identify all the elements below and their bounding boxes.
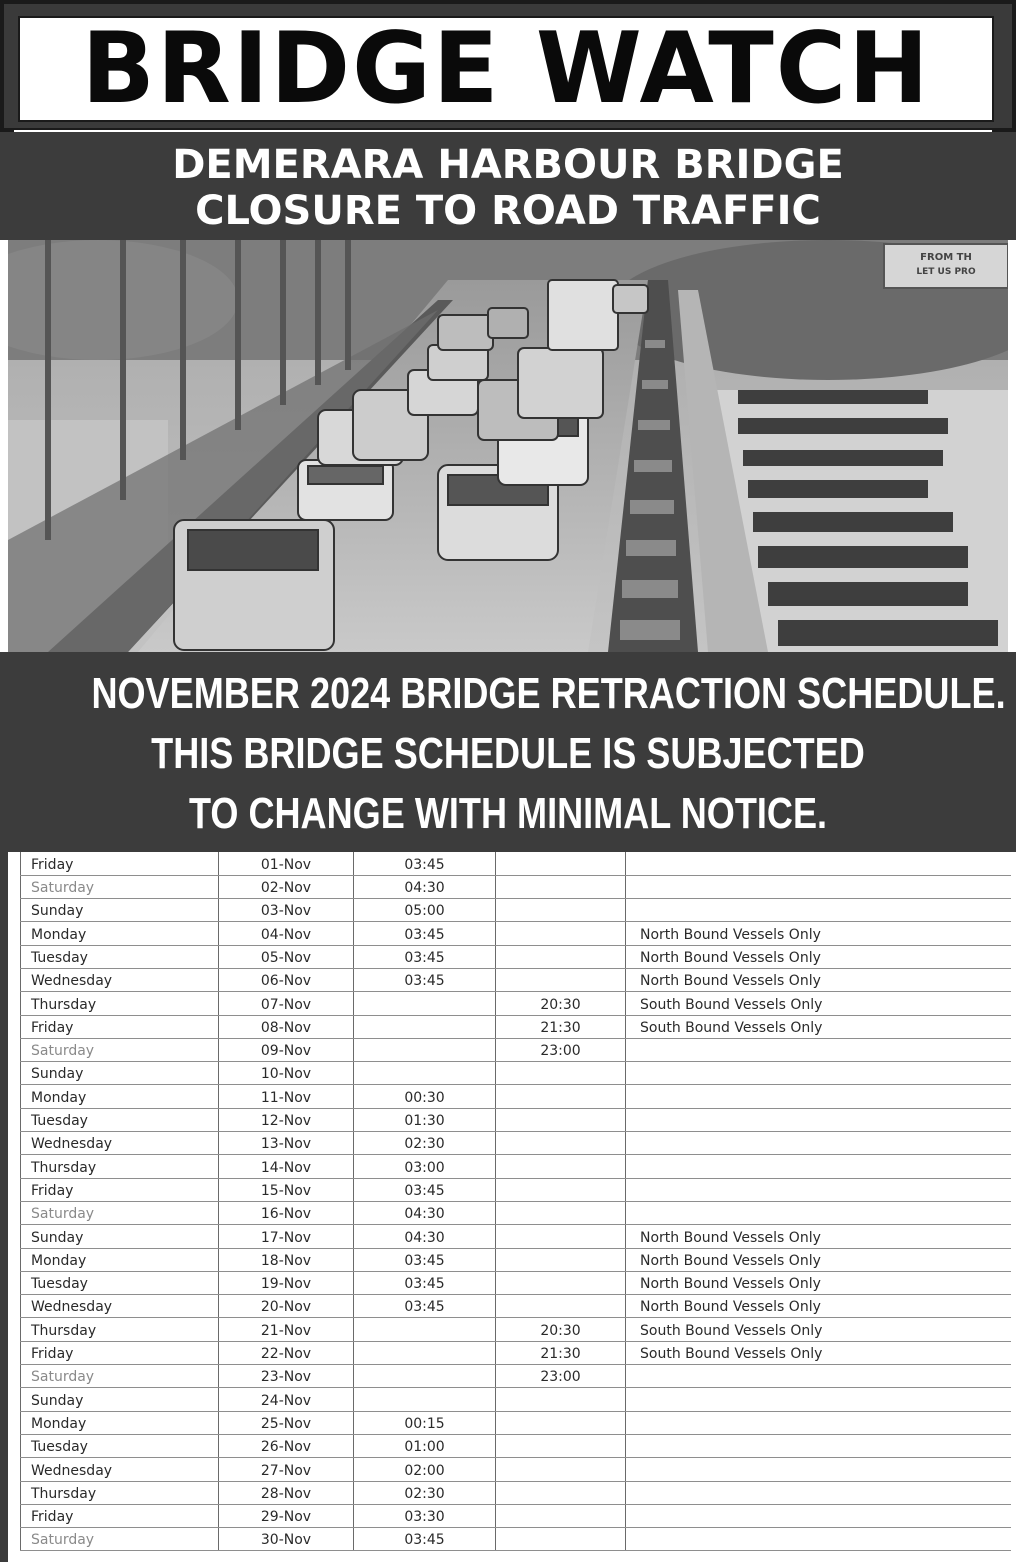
note-cell: North Bound Vessels Only: [626, 945, 1011, 968]
am-time-cell: [354, 1388, 496, 1411]
table-row: [21, 1271, 1011, 1294]
pm-time-cell: [496, 1458, 626, 1481]
pm-time-cell: 23:00: [496, 1038, 626, 1061]
note-cell: [626, 1528, 1011, 1551]
date-cell: 29-Nov: [219, 1504, 354, 1527]
pm-time-cell: [496, 1248, 626, 1271]
am-time-cell: 01:30: [354, 1108, 496, 1131]
date-cell: 22-Nov: [219, 1341, 354, 1364]
schedule-table-wrap: [0, 852, 1016, 1562]
table-row: [21, 1434, 1011, 1457]
note-cell: [626, 1481, 1011, 1504]
note-cell: North Bound Vessels Only: [626, 922, 1011, 945]
am-time-cell: [354, 992, 496, 1015]
day-cell: Tuesday: [21, 1108, 219, 1131]
day-cell: Tuesday: [21, 945, 219, 968]
am-time-cell: 03:45: [354, 968, 496, 991]
am-time-cell: 03:45: [354, 852, 496, 875]
am-time-cell: [354, 1341, 496, 1364]
day-cell: Tuesday: [21, 1434, 219, 1457]
note-cell: [626, 875, 1011, 898]
am-time-cell: 01:00: [354, 1434, 496, 1457]
note-cell: North Bound Vessels Only: [626, 1295, 1011, 1318]
pm-time-cell: [496, 968, 626, 991]
date-cell: 17-Nov: [219, 1225, 354, 1248]
subtitle-line-1: DEMERARA HARBOUR BRIDGE: [172, 142, 844, 188]
am-time-cell: 03:45: [354, 1528, 496, 1551]
table-row: [21, 1295, 1011, 1318]
table-row: [21, 899, 1011, 922]
note-cell: [626, 1038, 1011, 1061]
date-cell: 21-Nov: [219, 1318, 354, 1341]
am-time-cell: 03:45: [354, 1295, 496, 1318]
day-cell: Friday: [21, 1178, 219, 1201]
day-cell: Thursday: [21, 992, 219, 1015]
note-cell: North Bound Vessels Only: [626, 1271, 1011, 1294]
table-row: [21, 922, 1011, 945]
table-row: [21, 945, 1011, 968]
date-cell: 07-Nov: [219, 992, 354, 1015]
page-title: BRIDGE WATCH: [81, 12, 931, 126]
schedule-table-body: [21, 852, 1011, 1551]
am-time-cell: [354, 1318, 496, 1341]
subtitle-banner: [0, 132, 1016, 240]
date-cell: 01-Nov: [219, 852, 354, 875]
date-cell: 10-Nov: [219, 1062, 354, 1085]
table-row: [21, 1481, 1011, 1504]
pm-time-cell: [496, 945, 626, 968]
pm-time-cell: 21:30: [496, 1015, 626, 1038]
table-row: [21, 968, 1011, 991]
day-cell: Saturday: [21, 1365, 219, 1388]
table-row: [21, 1132, 1011, 1155]
day-cell: Wednesday: [21, 1458, 219, 1481]
notice-banner: [0, 652, 1016, 852]
sign-text-2: LET US PRO: [916, 267, 976, 277]
pm-time-cell: [496, 875, 626, 898]
table-row: [21, 1248, 1011, 1271]
day-cell: Tuesday: [21, 1271, 219, 1294]
date-cell: 09-Nov: [219, 1038, 354, 1061]
am-time-cell: 02:00: [354, 1458, 496, 1481]
note-cell: South Bound Vessels Only: [626, 1318, 1011, 1341]
am-time-cell: 05:00: [354, 899, 496, 922]
note-cell: [626, 852, 1011, 875]
note-cell: [626, 1108, 1011, 1131]
table-row: [21, 1155, 1011, 1178]
date-cell: 27-Nov: [219, 1458, 354, 1481]
pm-time-cell: [496, 922, 626, 945]
am-time-cell: [354, 1015, 496, 1038]
date-cell: 12-Nov: [219, 1108, 354, 1131]
pm-time-cell: [496, 1481, 626, 1504]
note-cell: [626, 1434, 1011, 1457]
day-cell: Friday: [21, 1015, 219, 1038]
am-time-cell: 00:15: [354, 1411, 496, 1434]
note-cell: [626, 1411, 1011, 1434]
date-cell: 03-Nov: [219, 899, 354, 922]
pm-time-cell: [496, 1132, 626, 1155]
date-cell: 11-Nov: [219, 1085, 354, 1108]
pm-time-cell: 20:30: [496, 1318, 626, 1341]
table-row: [21, 1062, 1011, 1085]
am-time-cell: 04:30: [354, 1201, 496, 1224]
day-cell: Wednesday: [21, 1132, 219, 1155]
table-row: [21, 875, 1011, 898]
subtitle-line-2: CLOSURE TO ROAD TRAFFIC: [195, 188, 821, 234]
day-cell: Monday: [21, 1248, 219, 1271]
note-cell: [626, 1062, 1011, 1085]
table-row: [21, 1318, 1011, 1341]
note-cell: [626, 1085, 1011, 1108]
am-time-cell: [354, 1062, 496, 1085]
date-cell: 25-Nov: [219, 1411, 354, 1434]
pm-time-cell: [496, 1528, 626, 1551]
day-cell: Monday: [21, 922, 219, 945]
pm-time-cell: [496, 1504, 626, 1527]
pm-time-cell: [496, 1225, 626, 1248]
day-cell: Friday: [21, 852, 219, 875]
pm-time-cell: [496, 1108, 626, 1131]
day-cell: Sunday: [21, 1225, 219, 1248]
date-cell: 16-Nov: [219, 1201, 354, 1224]
pm-time-cell: 20:30: [496, 992, 626, 1015]
table-row: [21, 1038, 1011, 1061]
am-time-cell: 03:45: [354, 1248, 496, 1271]
am-time-cell: 03:00: [354, 1155, 496, 1178]
day-cell: Friday: [21, 1341, 219, 1364]
bridge-traffic-illustration: [8, 240, 1008, 652]
pm-time-cell: [496, 1434, 626, 1457]
am-time-cell: 03:45: [354, 1271, 496, 1294]
table-row: [21, 1178, 1011, 1201]
notice-line-2: THIS BRIDGE SCHEDULE IS SUBJECTED: [151, 729, 865, 778]
date-cell: 24-Nov: [219, 1388, 354, 1411]
am-time-cell: 00:30: [354, 1085, 496, 1108]
day-cell: Sunday: [21, 1388, 219, 1411]
day-cell: Wednesday: [21, 1295, 219, 1318]
day-cell: Thursday: [21, 1481, 219, 1504]
am-time-cell: 04:30: [354, 1225, 496, 1248]
pm-time-cell: [496, 1155, 626, 1178]
notice-line-3: TO CHANGE WITH MINIMAL NOTICE.: [188, 789, 828, 838]
note-cell: [626, 1388, 1011, 1411]
note-cell: North Bound Vessels Only: [626, 1225, 1011, 1248]
note-cell: [626, 899, 1011, 922]
sign-text-1: FROM TH: [920, 252, 972, 263]
pm-time-cell: [496, 899, 626, 922]
pm-time-cell: [496, 1062, 626, 1085]
day-cell: Sunday: [21, 1062, 219, 1085]
date-cell: 04-Nov: [219, 922, 354, 945]
day-cell: Monday: [21, 1411, 219, 1434]
am-time-cell: [354, 1365, 496, 1388]
table-row: [21, 1388, 1011, 1411]
note-cell: [626, 1178, 1011, 1201]
day-cell: Sunday: [21, 899, 219, 922]
table-row: [21, 852, 1011, 875]
pm-time-cell: 21:30: [496, 1341, 626, 1364]
table-row: [21, 1365, 1011, 1388]
date-cell: 26-Nov: [219, 1434, 354, 1457]
note-cell: [626, 1132, 1011, 1155]
masthead-title-box: [18, 12, 994, 126]
note-cell: [626, 1504, 1011, 1527]
table-row: [21, 1341, 1011, 1364]
date-cell: 06-Nov: [219, 968, 354, 991]
am-time-cell: 04:30: [354, 875, 496, 898]
date-cell: 19-Nov: [219, 1271, 354, 1294]
am-time-cell: 03:30: [354, 1504, 496, 1527]
notice-line-1: NOVEMBER 2024 BRIDGE RETRACTION SCHEDULE.: [91, 669, 1006, 718]
am-time-cell: 03:45: [354, 1178, 496, 1201]
table-row: [21, 1015, 1011, 1038]
note-cell: [626, 1201, 1011, 1224]
date-cell: 30-Nov: [219, 1528, 354, 1551]
day-cell: Wednesday: [21, 968, 219, 991]
note-cell: South Bound Vessels Only: [626, 1015, 1011, 1038]
am-time-cell: 02:30: [354, 1132, 496, 1155]
note-cell: South Bound Vessels Only: [626, 992, 1011, 1015]
day-cell: Friday: [21, 1504, 219, 1527]
table-row: [21, 1225, 1011, 1248]
note-cell: [626, 1365, 1011, 1388]
pm-time-cell: [496, 1388, 626, 1411]
am-time-cell: 02:30: [354, 1481, 496, 1504]
date-cell: 08-Nov: [219, 1015, 354, 1038]
date-cell: 13-Nov: [219, 1132, 354, 1155]
note-cell: [626, 1155, 1011, 1178]
table-row: [21, 1201, 1011, 1224]
date-cell: 15-Nov: [219, 1178, 354, 1201]
am-time-cell: [354, 1038, 496, 1061]
note-cell: North Bound Vessels Only: [626, 1248, 1011, 1271]
pm-time-cell: [496, 1411, 626, 1434]
masthead: [0, 0, 1016, 132]
pm-time-cell: [496, 1178, 626, 1201]
table-row: [21, 1108, 1011, 1131]
pm-time-cell: [496, 1085, 626, 1108]
note-cell: North Bound Vessels Only: [626, 968, 1011, 991]
day-cell: Saturday: [21, 1528, 219, 1551]
table-row: [21, 1528, 1011, 1551]
table-row: [21, 1411, 1011, 1434]
date-cell: 05-Nov: [219, 945, 354, 968]
table-row: [21, 992, 1011, 1015]
table-row: [21, 1504, 1011, 1527]
date-cell: 18-Nov: [219, 1248, 354, 1271]
note-cell: [626, 1458, 1011, 1481]
date-cell: 02-Nov: [219, 875, 354, 898]
pm-time-cell: [496, 1295, 626, 1318]
date-cell: 23-Nov: [219, 1365, 354, 1388]
table-row: [21, 1458, 1011, 1481]
date-cell: 28-Nov: [219, 1481, 354, 1504]
pm-time-cell: [496, 1201, 626, 1224]
am-time-cell: 03:45: [354, 945, 496, 968]
pm-time-cell: 23:00: [496, 1365, 626, 1388]
pm-time-cell: [496, 1271, 626, 1294]
table-row: [21, 1085, 1011, 1108]
date-cell: 20-Nov: [219, 1295, 354, 1318]
date-cell: 14-Nov: [219, 1155, 354, 1178]
bridge-traffic-photo: [8, 240, 1008, 652]
day-cell: Monday: [21, 1085, 219, 1108]
day-cell: Saturday: [21, 1038, 219, 1061]
day-cell: Saturday: [21, 875, 219, 898]
day-cell: Saturday: [21, 1201, 219, 1224]
day-cell: Thursday: [21, 1155, 219, 1178]
pm-time-cell: [496, 852, 626, 875]
note-cell: South Bound Vessels Only: [626, 1341, 1011, 1364]
day-cell: Thursday: [21, 1318, 219, 1341]
schedule-table: [20, 852, 1011, 1551]
am-time-cell: 03:45: [354, 922, 496, 945]
